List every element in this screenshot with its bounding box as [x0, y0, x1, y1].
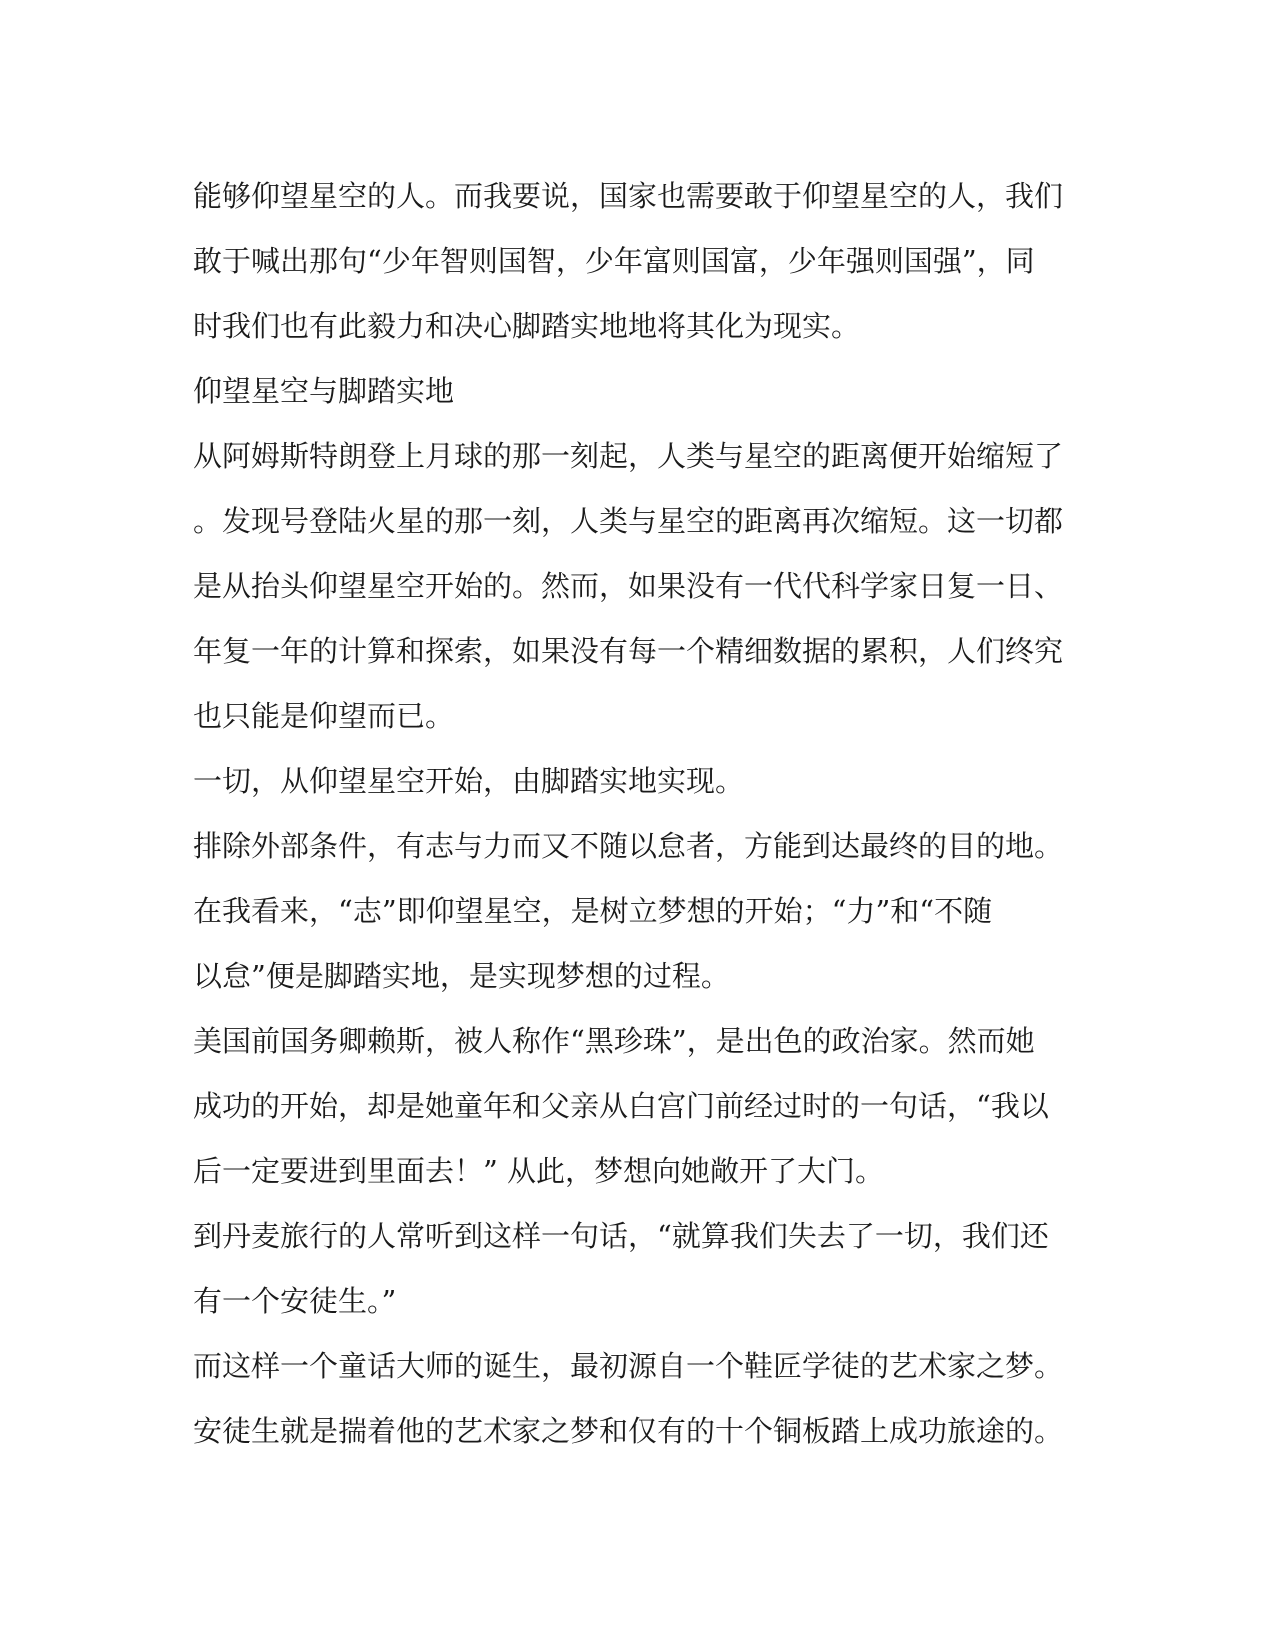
text-line: 安徒生就是揣着他的艺术家之梦和仅有的十个铜板踏上成功旅途的。: [193, 1414, 1064, 1448]
text-line: 到丹麦旅行的人常听到这样一句话，“就算我们失去了一切，我们还: [193, 1219, 1049, 1253]
text-line: 年复一年的计算和探索，如果没有每一个精细数据的累积，人们终究: [193, 634, 1064, 668]
text-line: 排除外部条件，有志与力而又不随以怠者，方能到达最终的目的地。: [193, 829, 1064, 863]
text-line: 在我看来，“志”即仰望星空，是树立梦想的开始；“力”和“不随: [193, 894, 993, 928]
text-line: 敢于喊出那句“少年智则国智，少年富则国富，少年强则国强”，同: [193, 244, 1035, 278]
text-line: 是从抬头仰望星空开始的。然而，如果没有一代代科学家日复一日、: [193, 569, 1064, 603]
text-line: 有一个安徒生。”: [193, 1284, 397, 1318]
text-line: 成功的开始，却是她童年和父亲从白宫门前经过时的一句话，“我以: [193, 1089, 1049, 1123]
text-line: 能够仰望星空的人。而我要说，国家也需要敢于仰望星空的人，我们: [193, 179, 1064, 213]
text-line: 美国前国务卿赖斯，被人称作“黑珍珠”，是出色的政治家。然而她: [193, 1024, 1035, 1058]
text-line: 而这样一个童话大师的诞生，最初源自一个鞋匠学徒的艺术家之梦。: [193, 1349, 1064, 1383]
body-text: [193, 164, 1073, 1464]
text-line: 时我们也有此毅力和决心脚踏实地地将其化为现实。: [193, 309, 861, 343]
text-line: 后一定要进到里面去！” 从此，梦想向她敞开了大门。: [193, 1154, 885, 1188]
text-line: 也只能是仰望而已。: [193, 699, 455, 733]
text-line: 。发现号登陆火星的那一刻，人类与星空的距离再次缩短。这一切都: [193, 504, 1064, 538]
section-heading: 仰望星空与脚踏实地: [193, 374, 455, 408]
text-line: 一切，从仰望星空开始，由脚踏实地实现。: [193, 764, 745, 798]
text-line: 以怠”便是脚踏实地，是实现梦想的过程。: [193, 959, 730, 993]
text-line: 从阿姆斯特朗登上月球的那一刻起，人类与星空的距离便开始缩短了: [193, 439, 1064, 473]
